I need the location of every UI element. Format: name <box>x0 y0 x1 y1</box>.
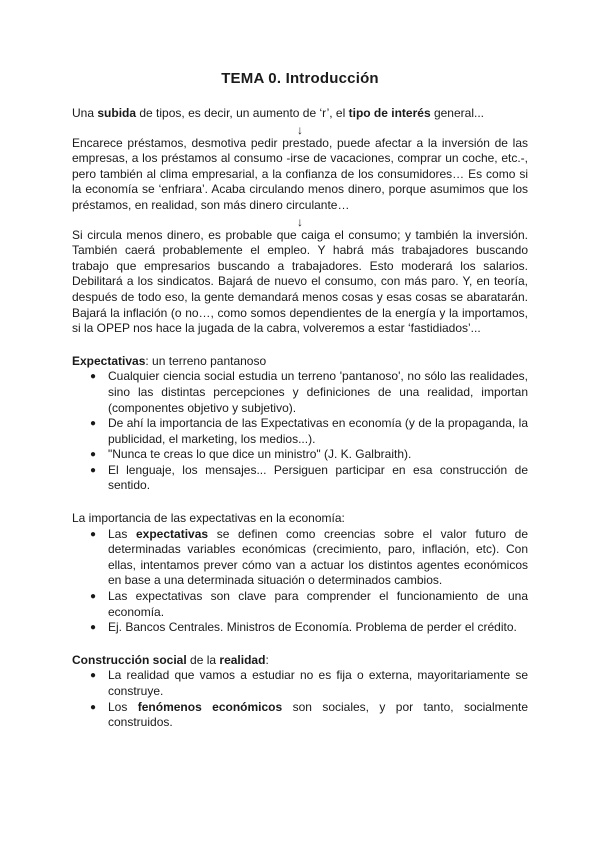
heading-text: : un terreno pantanoso <box>145 353 267 368</box>
heading-bold: Construcción social <box>72 652 187 667</box>
list-item-bold: fenómenos económicos <box>137 699 283 714</box>
list-item <box>72 527 528 589</box>
list-item-text: "Nunca te creas lo que dice un ministro" (J. K. Galbraith). <box>108 447 412 462</box>
list-item <box>72 416 528 447</box>
page-title: TEMA 0. Introducción <box>221 70 379 87</box>
bullet-icon: ● <box>90 701 97 713</box>
intro-paragraph <box>72 106 528 122</box>
heading-text: : <box>265 652 269 667</box>
intro-text: de tipos, es decir, un aumento de ‘r’, el <box>136 106 349 120</box>
bullet-icon: ● <box>90 418 97 430</box>
paragraph-2: Si circula menos dinero, es probable que caiga el consumo; y también la inversión. También caerá probablemente el empleo. Y habrá más trabajadores buscando trabajo que empresarios buscando a trabajadores. Esto moderará los salarios. Debilitará a los sindicatos. Bajará de nuevo el consumo, con más paro. Y, en teoría, después de todo eso, la gente demandará menos cosas y esas cosas se abaratarán. Bajará la inflación (o no…, como somos dependientes de la energía y la importamos, si la OPEP nos hace la jugada de la cabra, volveremos a estar ‘fastidiados’... <box>72 227 528 336</box>
list-item <box>72 589 528 620</box>
intro-bold-tipo: tipo de interés <box>348 106 431 120</box>
down-arrow-icon: ↓ <box>297 122 303 137</box>
heading-bold: realidad <box>219 652 266 667</box>
list-item-text: Las <box>108 526 136 541</box>
list-item-text: La realidad que vamos a estudiar no es fija o externa, mayoritariamente se construye. <box>108 668 528 698</box>
list-item <box>72 369 528 416</box>
bullet-icon: ● <box>90 591 97 603</box>
list-item <box>72 700 528 731</box>
bullet-icon: ● <box>90 670 97 682</box>
list-item <box>72 447 528 463</box>
down-arrow-icon: ↓ <box>297 214 303 229</box>
intro-text: general... <box>430 106 484 120</box>
list-item-text: Cualquier ciencia social estudia un terreno 'pantanoso', no sólo las realidades, sino las distintas percepciones y definiciones de una realidad, importan (componentes objetivo y subjetivo). <box>108 369 528 415</box>
list-item-text: De ahí la importancia de las Expectativas en economía (y de la propaganda, la publicidad, el marketing, los medios...). <box>108 416 528 446</box>
bullet-list-construccion <box>72 668 528 730</box>
bullet-icon: ● <box>90 464 97 476</box>
bullet-icon: ● <box>90 622 97 634</box>
list-item-text: El lenguaje, los mensajes... Persiguen participar en esa construcción de sentido. <box>108 462 528 493</box>
list-item <box>72 463 528 494</box>
list-item-text: se definen como creencias sobre el valor futuro de determinadas variables económicas (crecimiento, paro, inflación, etc). Con ellas, intentamos prever cómo van a actuar los distintos agentes económicos en base a una determinada situación o determinados cambios. <box>108 526 528 588</box>
section-heading-expectativas <box>72 354 528 370</box>
list-item-text: Las expectativas son clave para comprender el funcionamiento de una economía. <box>108 589 528 619</box>
document-page <box>72 70 528 731</box>
list-item <box>72 668 528 699</box>
section-heading-construccion <box>72 653 528 669</box>
bullet-icon: ● <box>90 528 97 540</box>
section-heading-importancia: La importancia de las expectativas en la economía: <box>72 511 345 526</box>
bullet-icon: ● <box>90 371 97 383</box>
heading-bold: Expectativas <box>72 353 146 368</box>
bullet-list-importancia <box>72 527 528 636</box>
intro-text: Una <box>72 106 98 120</box>
list-item-text: Los <box>108 699 138 714</box>
bullet-list-expectativas <box>72 369 528 494</box>
intro-bold-subida: subida <box>97 106 137 120</box>
list-item-text: son sociales, y por tanto, socialmente construidos. <box>108 699 528 730</box>
heading-text: de la <box>186 652 220 667</box>
list-item <box>72 620 528 636</box>
bullet-icon: ● <box>90 449 97 461</box>
list-item-bold: expectativas <box>136 526 209 541</box>
list-item-text: Ej. Bancos Centrales. Ministros de Economía. Problema de perder el crédito. <box>108 620 517 635</box>
paragraph-1: Encarece préstamos, desmotiva pedir prestado, puede afectar a la inversión de las empresas, a los préstamos al consumo -irse de vacaciones, comprar un coche, etc.-, pero también al clima empresarial, a la confianza de los consumidores… Es como si la economía se ‘enfriara’. Acaba circulando menos dinero, porque asumimos que los préstamos, en realidad, son más dinero circulante… <box>72 135 528 212</box>
